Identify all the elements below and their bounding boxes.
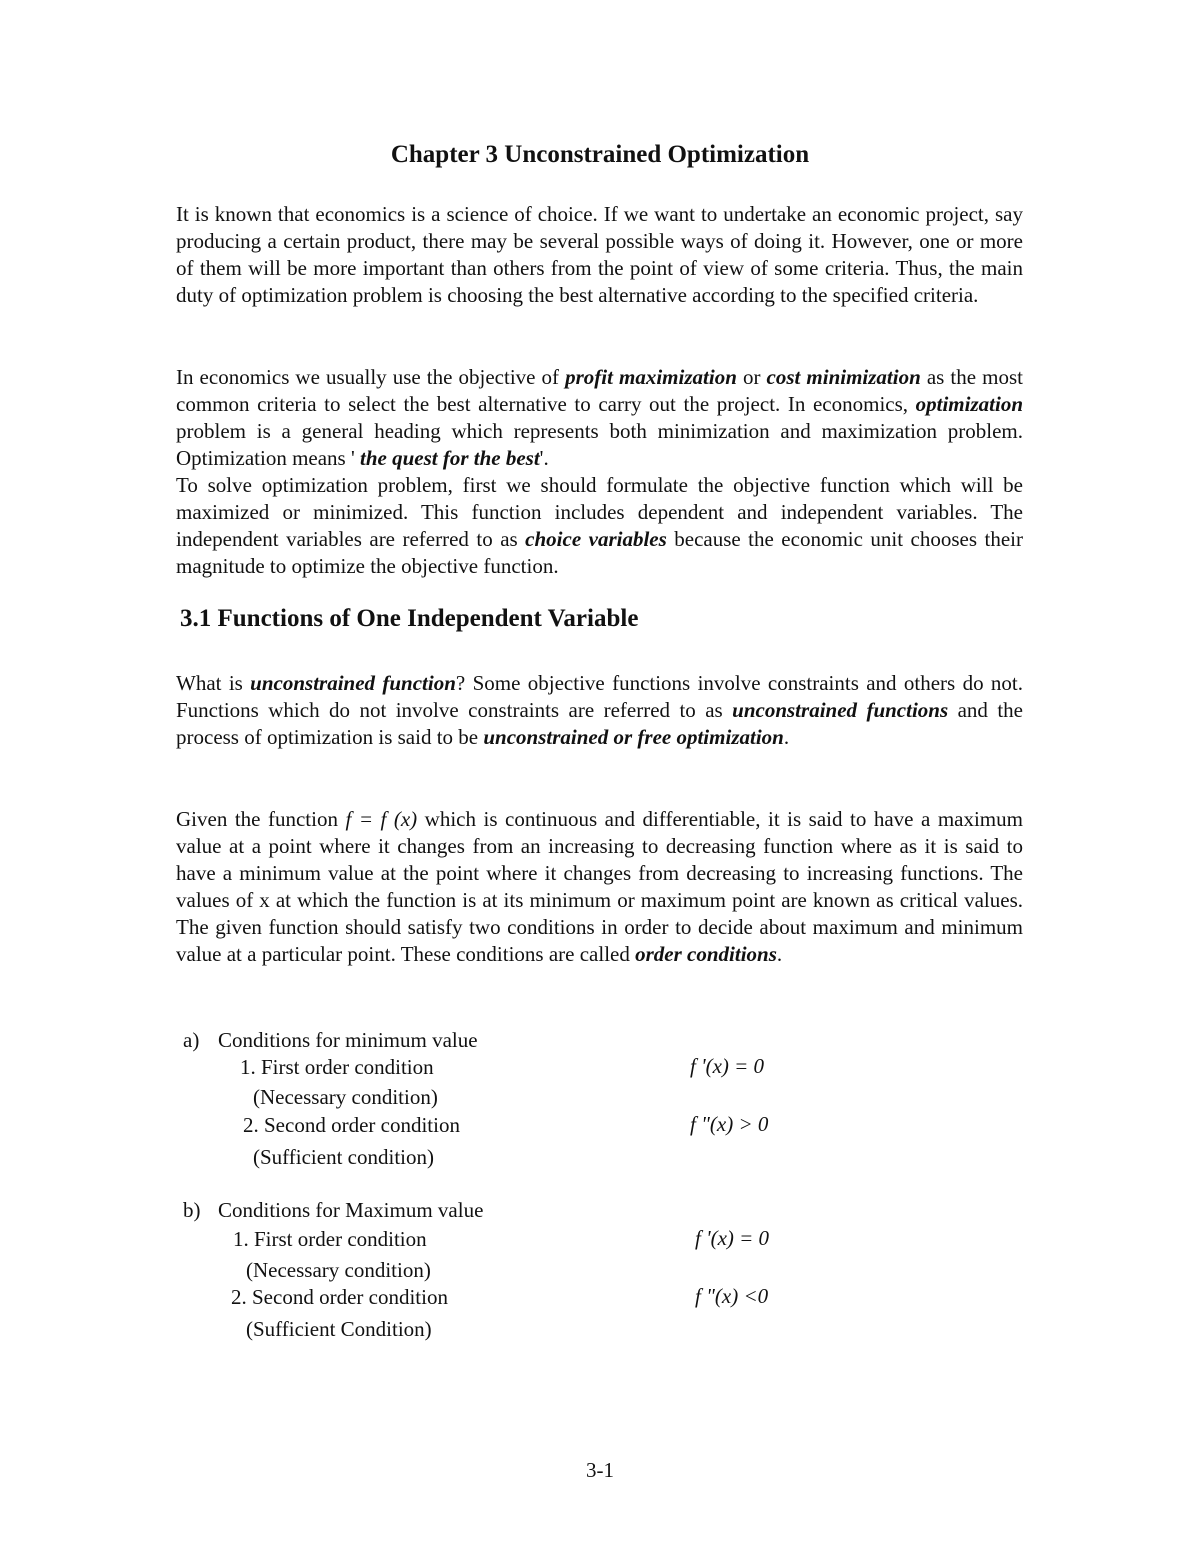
term-profit-maximization: profit maximization xyxy=(565,365,737,389)
max-second-order-note: (Sufficient Condition) xyxy=(246,1317,432,1341)
text-segment: problem is a general heading which represents both minimization and maximization problem. Optimization means ' xyxy=(176,419,1023,470)
text-segment: ? Some objective functions involve constraints and others do not. Functions which do not involve constraints are referred to as xyxy=(176,671,1023,722)
text-segment: '. xyxy=(539,446,549,470)
page-number: 3-1 xyxy=(586,1458,614,1482)
section-heading: 3.1 Functions of One Independent Variable xyxy=(180,605,639,632)
text-segment: as the most common criteria to select the best alternative to carry out the project. In economics, xyxy=(176,365,1023,416)
chapter-title: Chapter 3 Unconstrained Optimization xyxy=(390,141,810,168)
term-free-optimization: unconstrained or free optimization xyxy=(483,725,784,749)
min-second-order-label: 2. Second order condition xyxy=(243,1113,460,1137)
max-first-order-label: 1. First order condition xyxy=(233,1227,427,1251)
min-second-order-equation: f "(x) > 0 xyxy=(690,1112,769,1136)
term-unconstrained-function: unconstrained function xyxy=(250,671,456,695)
text-segment: Given the function xyxy=(176,807,346,831)
term-order-conditions: order conditions xyxy=(635,942,777,966)
max-second-order-equation: f "(x) <0 xyxy=(695,1284,769,1308)
function-formula: f = f (x) xyxy=(345,807,418,831)
text-segment: To solve optimization problem, first we should formulate the objective function which will be maximized or minimized. This function includes dependent and independent variables. The independent variables are referred to as xyxy=(176,473,1023,551)
formulation-paragraph xyxy=(176,472,1023,580)
list-label-a: a) xyxy=(183,1028,200,1052)
minimum-conditions-title: Conditions for minimum value xyxy=(218,1028,478,1052)
text-segment: which is continuous and differentiable, it is said to have a maximum value at a point where it changes from an increasing to decreasing function where as it is said to have a minimum value at the point where it changes from decreasing to increasing functions. The values of x at which the function is at its minimum or maximum point are known as critical values. The given function should satisfy two conditions in order to decide about maximum and minimum value at a particular point. These conditions are called xyxy=(176,807,1023,966)
text-segment: and the process of optimization is said to be xyxy=(176,698,1023,749)
min-first-order-note: (Necessary condition) xyxy=(253,1085,438,1109)
list-label-b: b) xyxy=(183,1198,201,1222)
text-segment: In economics we usually use the objective of xyxy=(176,365,566,389)
term-cost-minimization: cost minimization xyxy=(766,365,921,389)
max-first-order-equation: f '(x) = 0 xyxy=(695,1226,770,1250)
max-first-order-note: (Necessary condition) xyxy=(246,1258,431,1282)
min-second-order-note: (Sufficient condition) xyxy=(253,1145,434,1169)
min-first-order-label: 1. First order condition xyxy=(240,1055,434,1079)
text-segment: because the economic unit chooses their magnitude to optimize the objective function. xyxy=(176,527,1023,578)
intro-text: It is known that economics is a science of choice. If we want to undertake an economic project, say producing a certain product, there may be several possible ways of doing it. However, one or more of them will be more important than others from the point of view of some criteria. Thus, the main duty of optimization problem is choosing the best alternative according to the specified criteria. xyxy=(176,202,1023,307)
term-unconstrained-functions: unconstrained functions xyxy=(732,698,949,722)
text-segment: . xyxy=(783,725,790,749)
intro-paragraph xyxy=(176,201,1023,309)
critical-values-paragraph xyxy=(176,806,1023,968)
text-segment: or xyxy=(736,365,767,389)
maximum-conditions-title: Conditions for Maximum value xyxy=(218,1198,484,1222)
max-second-order-label: 2. Second order condition xyxy=(231,1285,448,1309)
text-segment: What is xyxy=(176,671,251,695)
text-segment: . xyxy=(776,942,783,966)
objective-paragraph xyxy=(176,364,1023,472)
term-optimization: optimization xyxy=(915,392,1023,416)
term-choice-variables: choice variables xyxy=(525,527,667,551)
min-first-order-equation: f '(x) = 0 xyxy=(690,1054,765,1078)
unconstrained-paragraph xyxy=(176,670,1023,751)
term-quest-for-best: the quest for the best xyxy=(360,446,540,470)
